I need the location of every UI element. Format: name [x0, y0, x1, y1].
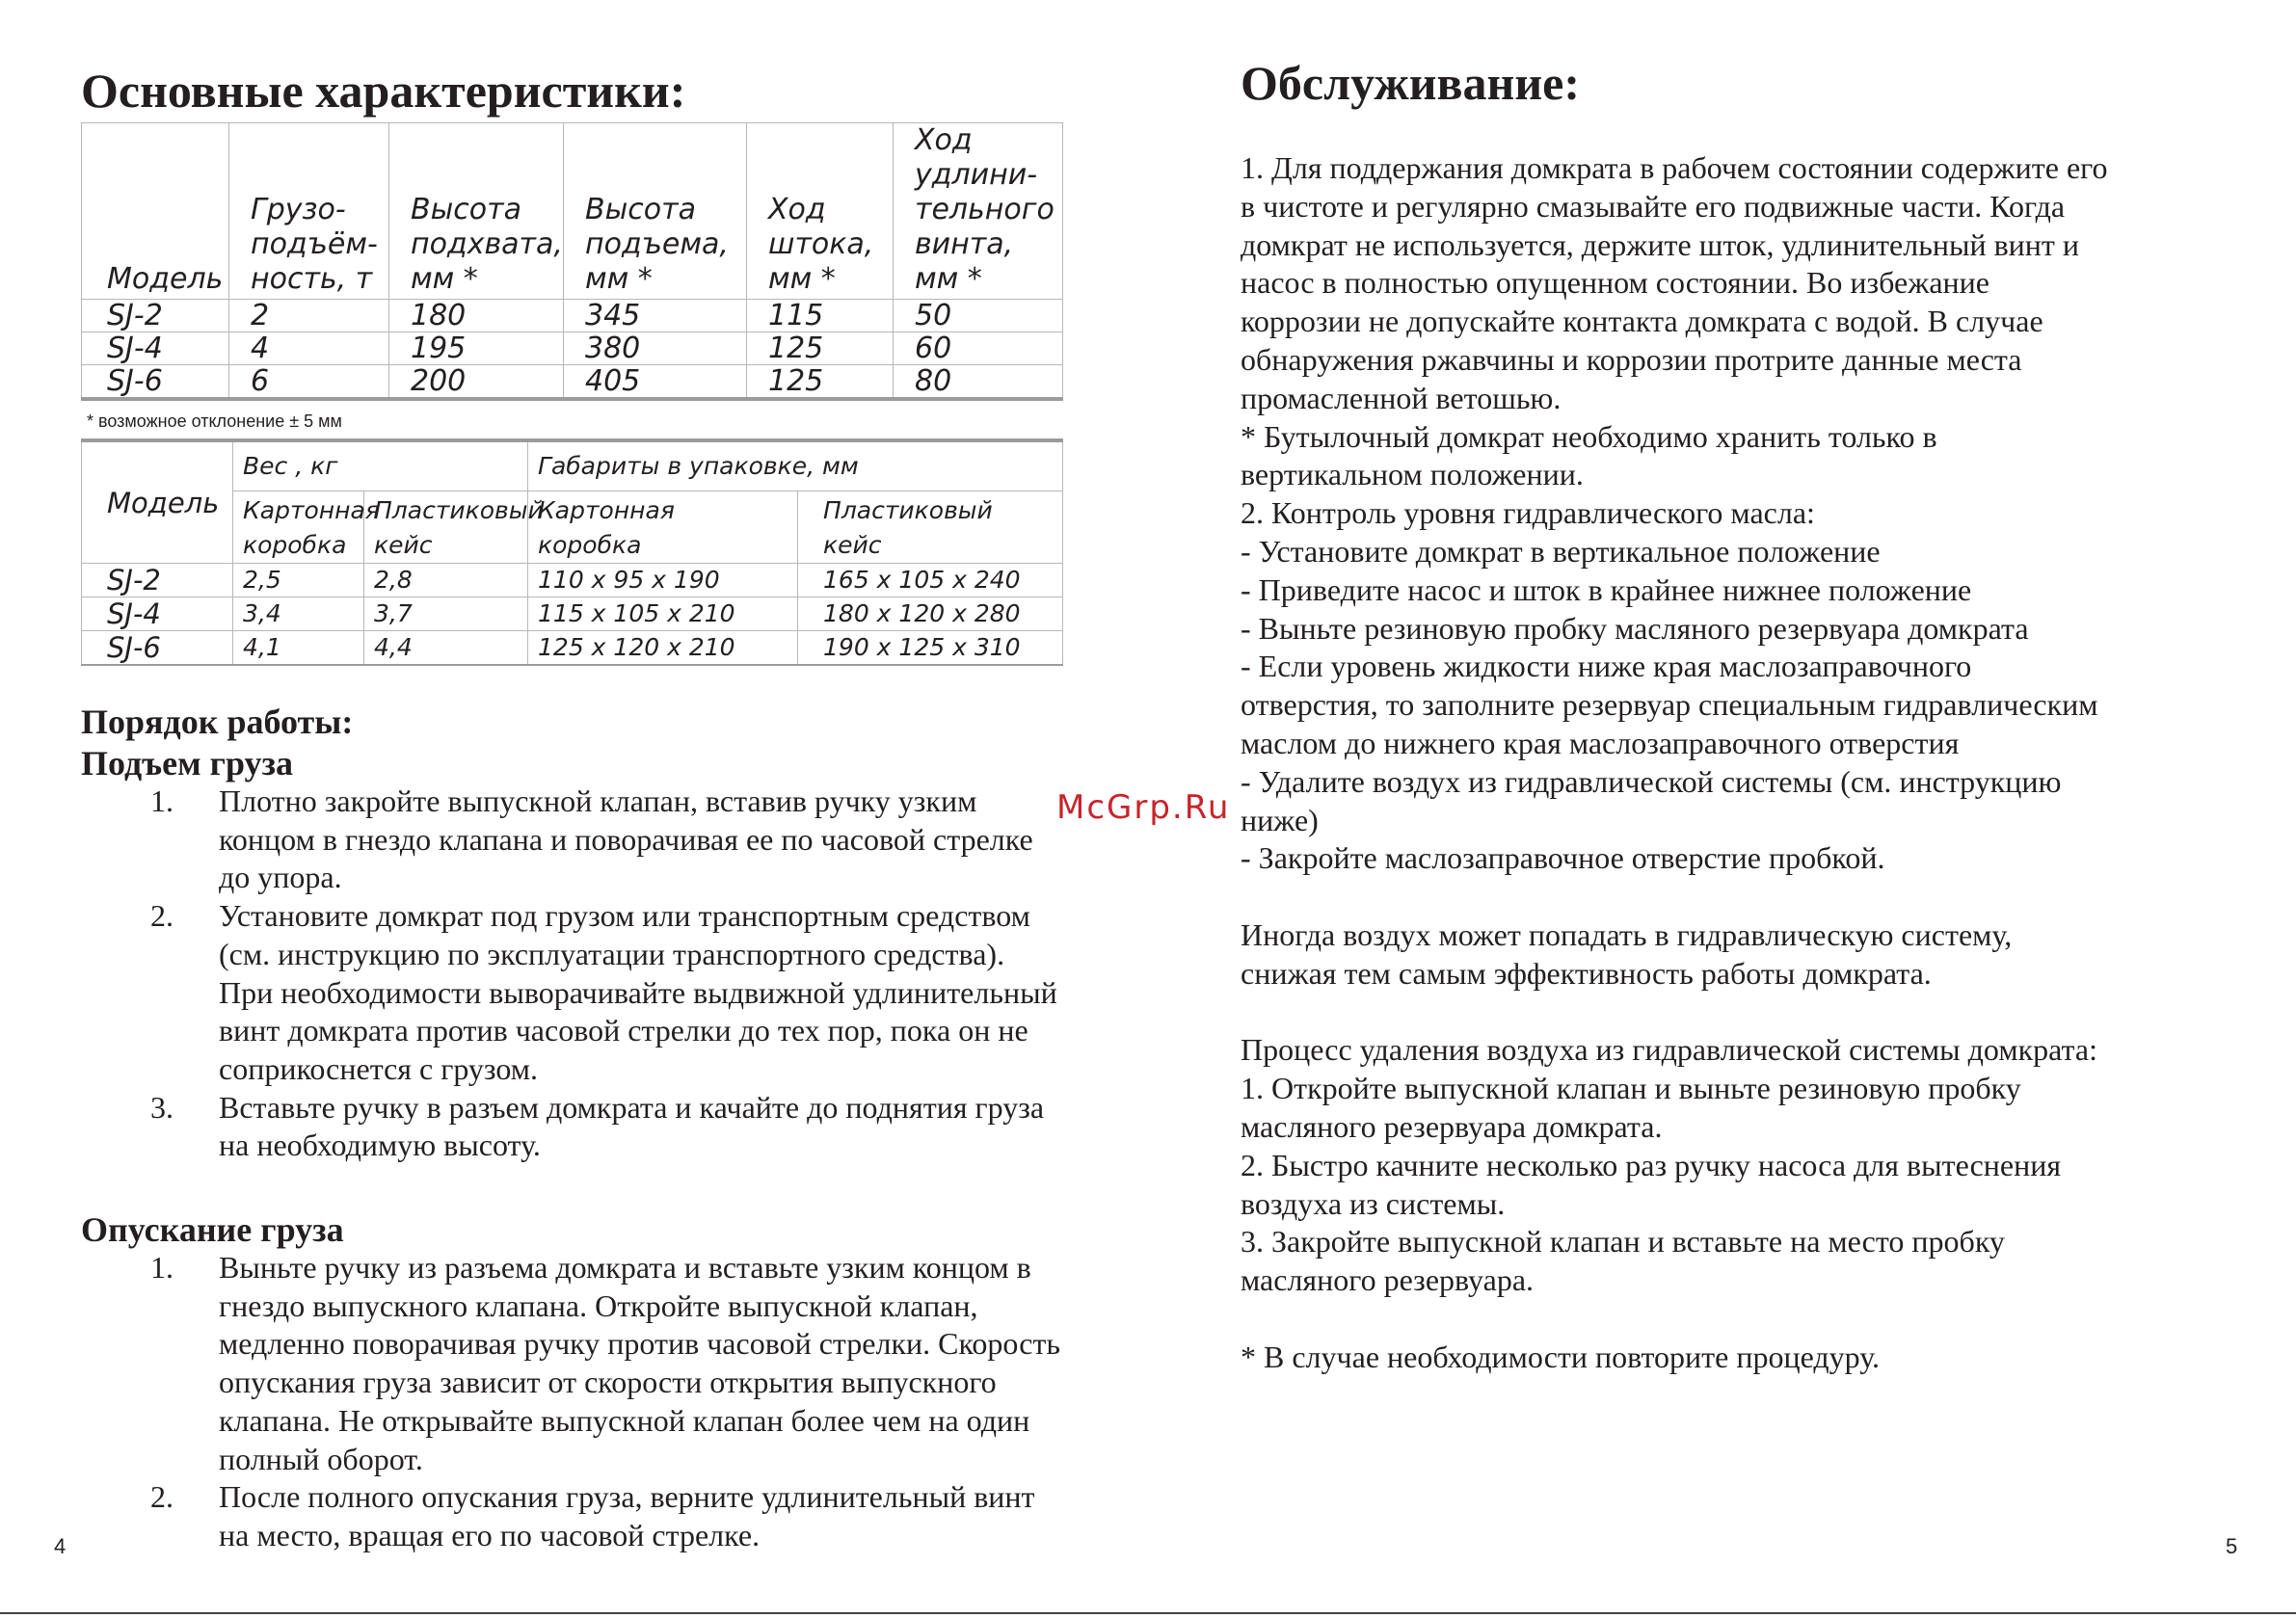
- header-cell: Грузо- подъём- ность, т: [229, 123, 389, 300]
- lower-title: Опускание груза: [81, 1210, 344, 1249]
- blank-line: [1241, 994, 2243, 1032]
- text-line: Иногда воздух может попадать в гидравлическую систему,: [1241, 916, 2013, 952]
- text-line: Процесс удаления воздуха из гидравлической системы домкрата:: [1241, 1032, 2097, 1068]
- table-cell: 190 x 125 x 310: [798, 631, 1063, 666]
- header-cell: Модель: [82, 123, 229, 300]
- text-line: 1. Откройте выпускной клапан и выньте резиновую пробку: [1241, 1071, 2021, 1106]
- table-cell: 115: [747, 300, 894, 332]
- lower-steps: [81, 1249, 1064, 1555]
- sub-header-cell: Картонная коробка: [528, 491, 798, 564]
- text-line: промасленной ветошью.: [1241, 380, 1562, 415]
- text-line: домкрат не используется, держите шток, удлинительный винт и: [1241, 226, 2080, 262]
- weight-header: Вес , кг: [233, 440, 528, 491]
- table-row: [82, 597, 1063, 631]
- table-cell: 405: [564, 365, 747, 400]
- text-line: вертикальном положении.: [1241, 457, 1584, 492]
- table-cell: SJ-6: [82, 631, 233, 666]
- header-cell: Ход штока, мм *: [747, 123, 894, 300]
- page-number-left: 4: [54, 1534, 67, 1558]
- table-cell: 3,7: [364, 597, 528, 631]
- table-cell: 2: [229, 300, 389, 332]
- weight-dims-header-row: [82, 440, 1063, 491]
- weight-dimensions-table: [81, 438, 1063, 666]
- dims-header: Габариты в упаковке, мм: [528, 440, 1063, 491]
- table-cell: 2,8: [364, 564, 528, 597]
- list-item: 2. Установите домкрат под грузом или транспортным средством (см. инструкцию по эксплуатации транспортного средства). При необходимости выворачивайте выдвижной удлинительный винт домкрата против часовой стрелки до тех пор, пока он не соприкоснется с грузом.: [150, 898, 1057, 1086]
- maintenance-title: Обслуживание:: [1241, 56, 1581, 110]
- table-cell: 4,4: [364, 631, 528, 666]
- table-cell: 80: [894, 365, 1063, 400]
- table-cell: 50: [894, 300, 1063, 332]
- table-cell: 180 x 120 x 280: [798, 597, 1063, 631]
- table-row: [82, 365, 1063, 400]
- text-line: - Если уровень жидкости ниже края маслозаправочного: [1241, 649, 1972, 684]
- table-cell: 115 x 105 x 210: [528, 597, 798, 631]
- blank-line: [1241, 878, 2243, 916]
- table-cell: 180: [389, 300, 564, 332]
- table-cell: 2,5: [233, 564, 364, 597]
- lift-title: Подъем груза: [81, 744, 294, 782]
- table-cell: 165 x 105 x 240: [798, 564, 1063, 597]
- table-cell: 4,1: [233, 631, 364, 666]
- table-cell: SJ-4: [82, 597, 233, 631]
- sub-header-cell: Картонная коробка: [233, 491, 364, 564]
- text-line: масляного резервуара домкрата.: [1241, 1108, 1663, 1144]
- tolerance-note: * возможное отклонение ± 5 мм: [87, 411, 342, 431]
- text-line: * В случае необходимости повторите процедуру.: [1241, 1339, 1881, 1374]
- maintenance-text: [1241, 149, 2243, 1377]
- table-row: [82, 631, 1063, 666]
- text-line: 3. Закройте выпускной клапан и вставьте на место пробку: [1241, 1224, 2005, 1260]
- text-line: ниже): [1241, 802, 1319, 837]
- header-cell: Ход удлини- тельного винта, мм *: [894, 123, 1063, 300]
- text-line: - Закройте маслозаправочное отверстие пробкой.: [1241, 840, 1885, 876]
- bottom-rule: [0, 1612, 2296, 1614]
- page-number-right: 5: [2226, 1534, 2238, 1558]
- table-cell: 125 x 120 x 210: [528, 631, 798, 666]
- lift-steps: [81, 782, 1064, 1165]
- table-cell: SJ-4: [82, 332, 229, 365]
- table-cell: 110 x 95 x 190: [528, 564, 798, 597]
- text-line: - Приведите насос и шток в крайнее нижнее положение: [1241, 571, 1972, 607]
- table-cell: SJ-2: [82, 300, 229, 332]
- table-cell: 125: [747, 365, 894, 400]
- header-cell: Высота подъема, мм *: [564, 123, 747, 300]
- table-cell: 200: [389, 365, 564, 400]
- text-line: 1. Для поддержания домкрата в рабочем состоянии содержите его: [1241, 150, 2108, 185]
- text-line: - Удалите воздух из гидравлической системы (см. инструкцию: [1241, 763, 2062, 799]
- table-cell: 380: [564, 332, 747, 365]
- header-cell: Высота подхвата, мм *: [389, 123, 564, 300]
- text-line: - Установите домкрат в вертикальное положение: [1241, 533, 1881, 569]
- table-cell: 125: [747, 332, 894, 365]
- text-line: * Бутылочный домкрат необходимо хранить только в: [1241, 418, 1937, 454]
- text-line: масляного резервуара.: [1241, 1262, 1535, 1298]
- table-cell: 345: [564, 300, 747, 332]
- list-item: 2. После полного опускания груза, верните удлинительный винт на место, вращая его по часовой стрелке.: [150, 1479, 1035, 1552]
- table-row: [82, 300, 1063, 332]
- table-row: [82, 564, 1063, 597]
- text-line: в чистоте и регулярно смазывайте его подвижные части. Когда: [1241, 188, 2066, 224]
- list-item: 1. Плотно закройте выпускной клапан, вставив ручку узким концом в гнездо клапана и поворачивая ее по часовой стрелке до упора.: [150, 783, 1033, 895]
- work-order-title: Порядок работы:: [81, 703, 354, 741]
- specs-table: [81, 122, 1063, 401]
- text-line: коррозии не допускайте контакта домкрата с водой. В случае: [1241, 304, 2043, 339]
- sub-header-cell: Пластиковый кейс: [798, 491, 1063, 564]
- text-line: маслом до нижнего края маслозаправочного отверстия: [1241, 725, 1960, 760]
- text-line: снижая тем самым эффективность работы домкрата.: [1241, 955, 1932, 991]
- sub-header-cell: Пластиковый кейс: [364, 491, 528, 564]
- specs-title: Основные характеристики:: [81, 64, 686, 118]
- table-cell: 195: [389, 332, 564, 365]
- blank-line: [1241, 1300, 2243, 1339]
- table-cell: SJ-6: [82, 365, 229, 400]
- table-cell: SJ-2: [82, 564, 233, 597]
- table-cell: 4: [229, 332, 389, 365]
- text-line: отверстия, то заполните резервуар специальным гидравлическим: [1241, 687, 2098, 723]
- list-item: 1. Выньте ручку из разъема домкрата и вставьте узким концом в гнездо выпускного клапана. Откройте выпускной клапан, медленно поворачивая ручку против часовой стрелки. Скорость опускания груза зависит от скорости открытия выпускного клапана. Не открывайте выпускной клапан более чем на один полный оборот.: [150, 1250, 1060, 1476]
- text-line: 2. Быстро качните несколько раз ручку насоса для вытеснения: [1241, 1147, 2062, 1182]
- list-item: 3. Вставьте ручку в разъем домкрата и качайте до поднятия груза на необходимую высоту.: [150, 1089, 1045, 1163]
- table-cell: 3,4: [233, 597, 364, 631]
- text-line: 2. Контроль уровня гидравлического масла:: [1241, 495, 1815, 531]
- text-line: насос в полностью опущенном состоянии. Во избежание: [1241, 265, 1989, 301]
- text-line: обнаружения ржавчины и коррозии протрите данные места: [1241, 341, 2022, 377]
- watermark: McGrp.Ru: [1056, 788, 1231, 827]
- specs-header-row: [82, 123, 1063, 300]
- model-header: Модель: [82, 440, 233, 564]
- table-row: [82, 332, 1063, 365]
- table-cell: 60: [894, 332, 1063, 365]
- table-cell: 6: [229, 365, 389, 400]
- text-line: воздуха из системы.: [1241, 1185, 1506, 1221]
- text-line: - Выньте резиновую пробку масляного резервуара домкрата: [1241, 610, 2029, 646]
